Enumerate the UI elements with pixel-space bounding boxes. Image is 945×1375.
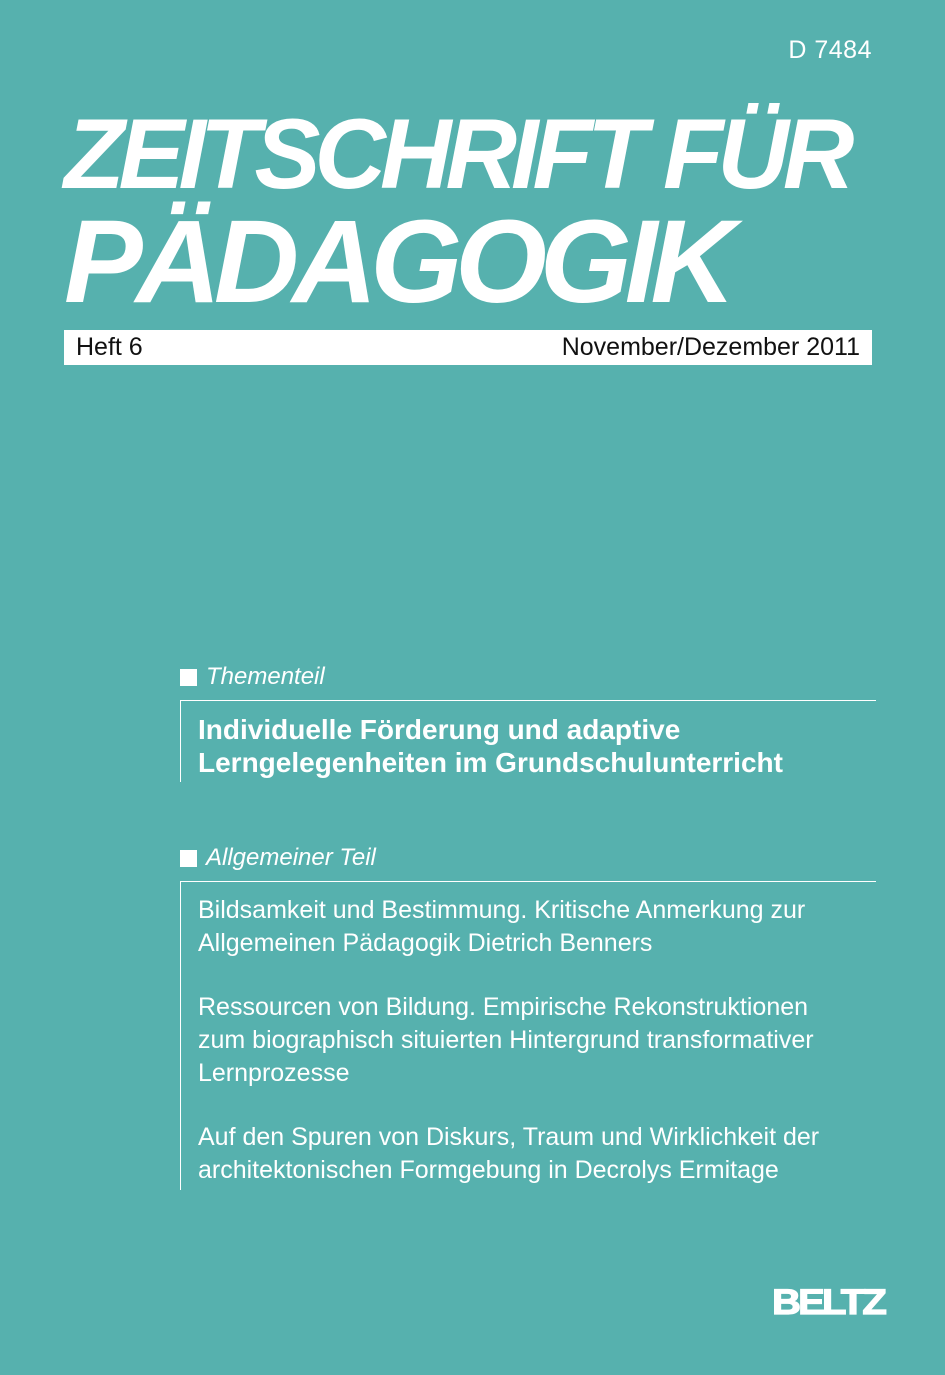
article-title-line: Lernprozesse xyxy=(198,1059,350,1087)
article-title-line: architektonischen Formgebung in Decrolys Ermitage xyxy=(198,1156,779,1184)
article-title xyxy=(198,894,876,960)
allgemeiner-teil-heading xyxy=(180,843,876,873)
allgemeiner-teil-content xyxy=(180,881,876,1190)
thementeil-content xyxy=(180,700,876,782)
thementeil-section xyxy=(180,662,876,782)
article-title-line: Bildsamkeit und Bestimmung. Kritische Anmerkung zur xyxy=(198,896,806,924)
thementeil-topic-line: Individuelle Förderung und adaptive xyxy=(198,714,681,745)
bullet-square-icon xyxy=(180,850,197,867)
article-title-line: zum biographisch situierten Hintergrund transformativer xyxy=(198,1026,814,1054)
issue-number: Heft 6 xyxy=(76,333,143,361)
issue-date: November/Dezember 2011 xyxy=(561,333,860,361)
allgemeiner-teil-section xyxy=(180,843,876,1190)
bullet-square-icon xyxy=(180,669,197,686)
article-title xyxy=(198,991,876,1090)
article-title-line: Ressourcen von Bildung. Empirische Rekonstruktionen xyxy=(198,993,809,1021)
allgemeiner-teil-label: Allgemeiner Teil xyxy=(206,844,376,871)
journal-title-line-1: ZEITSCHRIFT FÜR xyxy=(64,98,849,209)
article-title xyxy=(198,1121,876,1190)
issue-bar xyxy=(64,330,872,365)
thementeil-topic xyxy=(198,713,876,782)
thementeil-heading xyxy=(180,662,876,692)
article-title-line: Auf den Spuren von Diskurs, Traum und Wirklichkeit der xyxy=(198,1123,820,1151)
journal-title-line-2: PÄDAGOGIK xyxy=(64,196,729,328)
article-title-line: Allgemeinen Pädagogik Dietrich Benners xyxy=(198,929,653,957)
publisher-logo xyxy=(772,1280,886,1324)
thementeil-topic-line: Lerngelegenheiten im Grundschulunterricht xyxy=(198,747,783,778)
thementeil-label: Thementeil xyxy=(206,663,325,690)
publisher-logo-text: BELTZ xyxy=(772,1283,887,1322)
journal-code: D 7484 xyxy=(788,36,872,64)
